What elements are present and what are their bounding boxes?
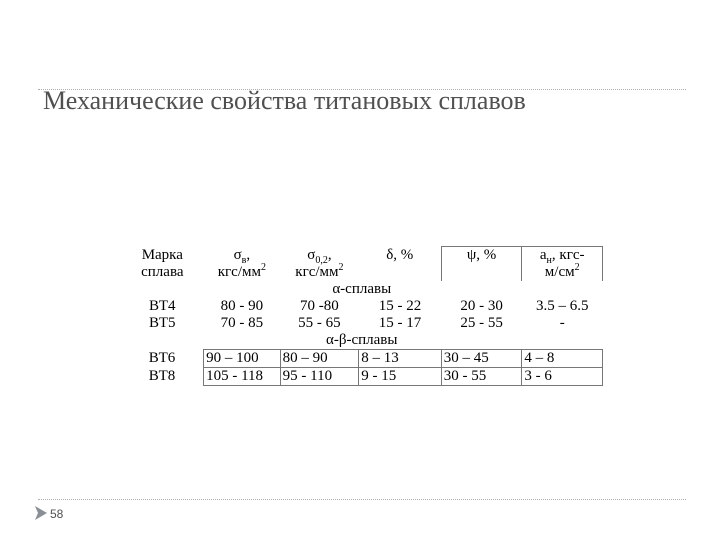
header-sigma-02-sub: 0,2 bbox=[315, 254, 328, 266]
header-sigma-02-symbol: σ bbox=[307, 246, 316, 263]
cell-mark: ВТ8 bbox=[148, 367, 176, 384]
cell-sigma-02: 80 – 90 bbox=[280, 350, 359, 368]
header-sigma-b-symbol: σ bbox=[233, 246, 242, 263]
table-row bbox=[121, 315, 603, 332]
header-sigma-b-sub: в bbox=[241, 254, 247, 266]
header-an-symbol: а bbox=[539, 247, 547, 263]
header-sigma-02-comma: , bbox=[327, 246, 332, 263]
header-delta bbox=[359, 247, 442, 282]
cell-sigma-b: 70 - 85 bbox=[220, 315, 264, 331]
header-delta-text: δ, % bbox=[386, 246, 414, 263]
cell-delta: 8 – 13 bbox=[359, 350, 442, 368]
header-sigma-02 bbox=[280, 247, 359, 282]
cell-psi: 20 - 30 bbox=[460, 298, 503, 314]
table-header-row bbox=[121, 247, 603, 282]
slide-title: Механические свойства титановых сплавов bbox=[43, 86, 526, 115]
cell-sigma-b: 90 – 100 bbox=[204, 350, 281, 368]
cell-an: 4 – 8 bbox=[522, 350, 603, 368]
header-sigma-02-unit: кгс/мм bbox=[295, 263, 339, 280]
cell-sigma-02: 70 -80 bbox=[300, 298, 339, 314]
cell-delta: 15 - 22 bbox=[378, 298, 422, 314]
table-row bbox=[121, 368, 603, 386]
cell-an: - bbox=[559, 315, 565, 331]
footer-divider bbox=[38, 499, 686, 500]
cell-psi: 25 - 55 bbox=[460, 315, 503, 331]
header-an bbox=[522, 247, 603, 282]
cell-sigma-b: 80 - 90 bbox=[220, 298, 264, 314]
cell-psi: 30 - 55 bbox=[441, 368, 522, 386]
header-mark-line2: сплава bbox=[141, 263, 184, 280]
cell-sigma-02: 95 - 110 bbox=[280, 368, 359, 386]
header-sigma-b-comma: , bbox=[246, 246, 251, 263]
header-psi bbox=[441, 247, 522, 282]
header-mark-line1: Марка bbox=[141, 246, 183, 263]
properties-table bbox=[121, 246, 603, 386]
header-mark bbox=[121, 247, 204, 282]
header-an-unit-line1: , кгс- bbox=[551, 247, 585, 263]
group-title: α-сплавы bbox=[332, 281, 392, 297]
cell-an: 3 - 6 bbox=[522, 368, 603, 386]
header-sigma-b-unit-sup: 2 bbox=[260, 261, 266, 273]
cell-mark: ВТ6 bbox=[148, 349, 176, 366]
cell-mark: ВТ4 bbox=[149, 298, 176, 314]
cell-an: 3.5 – 6.5 bbox=[535, 298, 589, 314]
header-an-sub: н bbox=[546, 255, 552, 266]
cell-delta: 15 - 17 bbox=[378, 315, 422, 331]
cell-psi: 30 – 45 bbox=[441, 350, 522, 368]
page-number: 58 bbox=[50, 507, 64, 521]
group-title: α-β-сплавы bbox=[326, 332, 398, 348]
header-an-unit-line2: м/см bbox=[544, 264, 575, 280]
cell-sigma-02: 55 - 65 bbox=[298, 315, 341, 331]
cell-sigma-b: 105 - 118 bbox=[204, 368, 281, 386]
table-row bbox=[121, 350, 603, 368]
cell-mark: ВТ5 bbox=[149, 315, 176, 331]
header-sigma-b-unit: кгс/мм bbox=[217, 263, 261, 280]
group-row-alpha bbox=[121, 281, 603, 298]
header-an-unit-sup: 2 bbox=[574, 262, 580, 273]
cell-delta: 9 - 15 bbox=[359, 368, 442, 386]
header-sigma-b bbox=[204, 247, 281, 282]
group-row-alpha-beta bbox=[121, 332, 603, 350]
header-sigma-02-unit-sup: 2 bbox=[338, 261, 344, 273]
table-row bbox=[121, 298, 603, 315]
chevron-bullet-icon bbox=[34, 505, 48, 521]
header-psi-text: ψ, % bbox=[466, 247, 497, 263]
